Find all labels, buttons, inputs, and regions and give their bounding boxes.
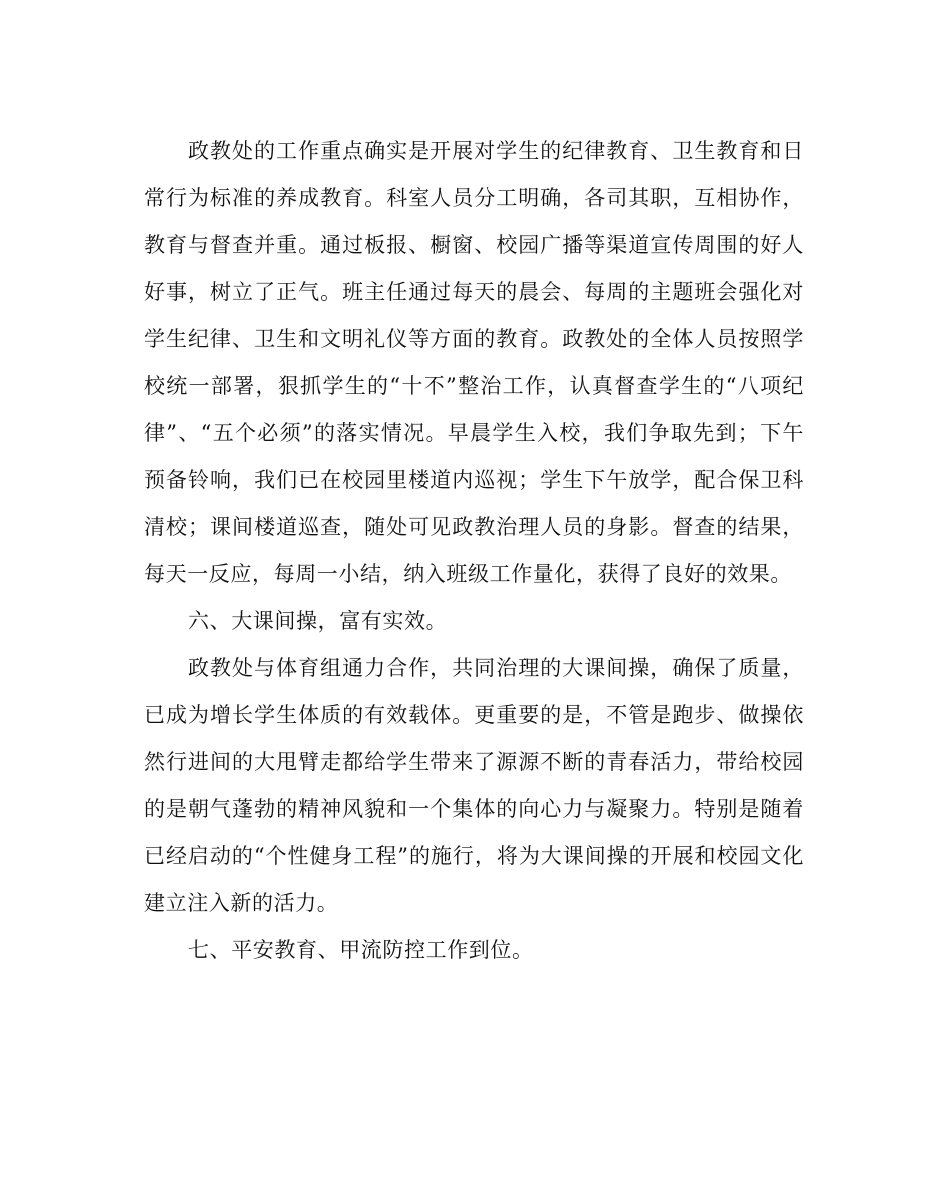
section-heading-six: 六、大课间操，富有实效。: [188, 609, 448, 633]
section-heading-seven: 七、平安教育、甲流防控工作到位。: [188, 938, 534, 962]
document-body: [144, 128, 804, 974]
paragraph-exercise: 政教处与体育组通力合作，共同治理的大课间操，确保了质量，已成为增长学生体质的有效载体。更重要的是，不管是跑步、做操依然行进间的大甩臂走都给学生带来了源源不断的青春活力，带给校园的是朝气蓬勃的精神风貌和一个集体的向心力与凝聚力。特别是随着已经启动的“个性健身工程”的施行，将为大课间操的开展和校园文化建立注入新的活力。: [144, 656, 804, 915]
paragraph-discipline-education: 政教处的工作重点确实是开展对学生的纪律教育、卫生教育和日常行为标准的养成教育。科室人员分工明确，各司其职，互相协作，教育与督查并重。通过板报、橱窗、校园广播等渠道宣传周围的好人好事，树立了正气。班主任通过每天的晨会、每周的主题班会强化对学生纪律、卫生和文明礼仪等方面的教育。政教处的全体人员按照学校统一部署，狠抓学生的“十不”整治工作，认真督查学生的“八项纪律”、“五个必须”的落实情况。早晨学生入校，我们争取先到；下午预备铃响，我们已在校园里楼道内巡视；学生下午放学，配合保卫科清校；课间楼道巡查，随处可见政教治理人员的身影。督查的结果，每天一反应，每周一小结，纳入班级工作量化，获得了良好的效果。: [144, 139, 804, 586]
